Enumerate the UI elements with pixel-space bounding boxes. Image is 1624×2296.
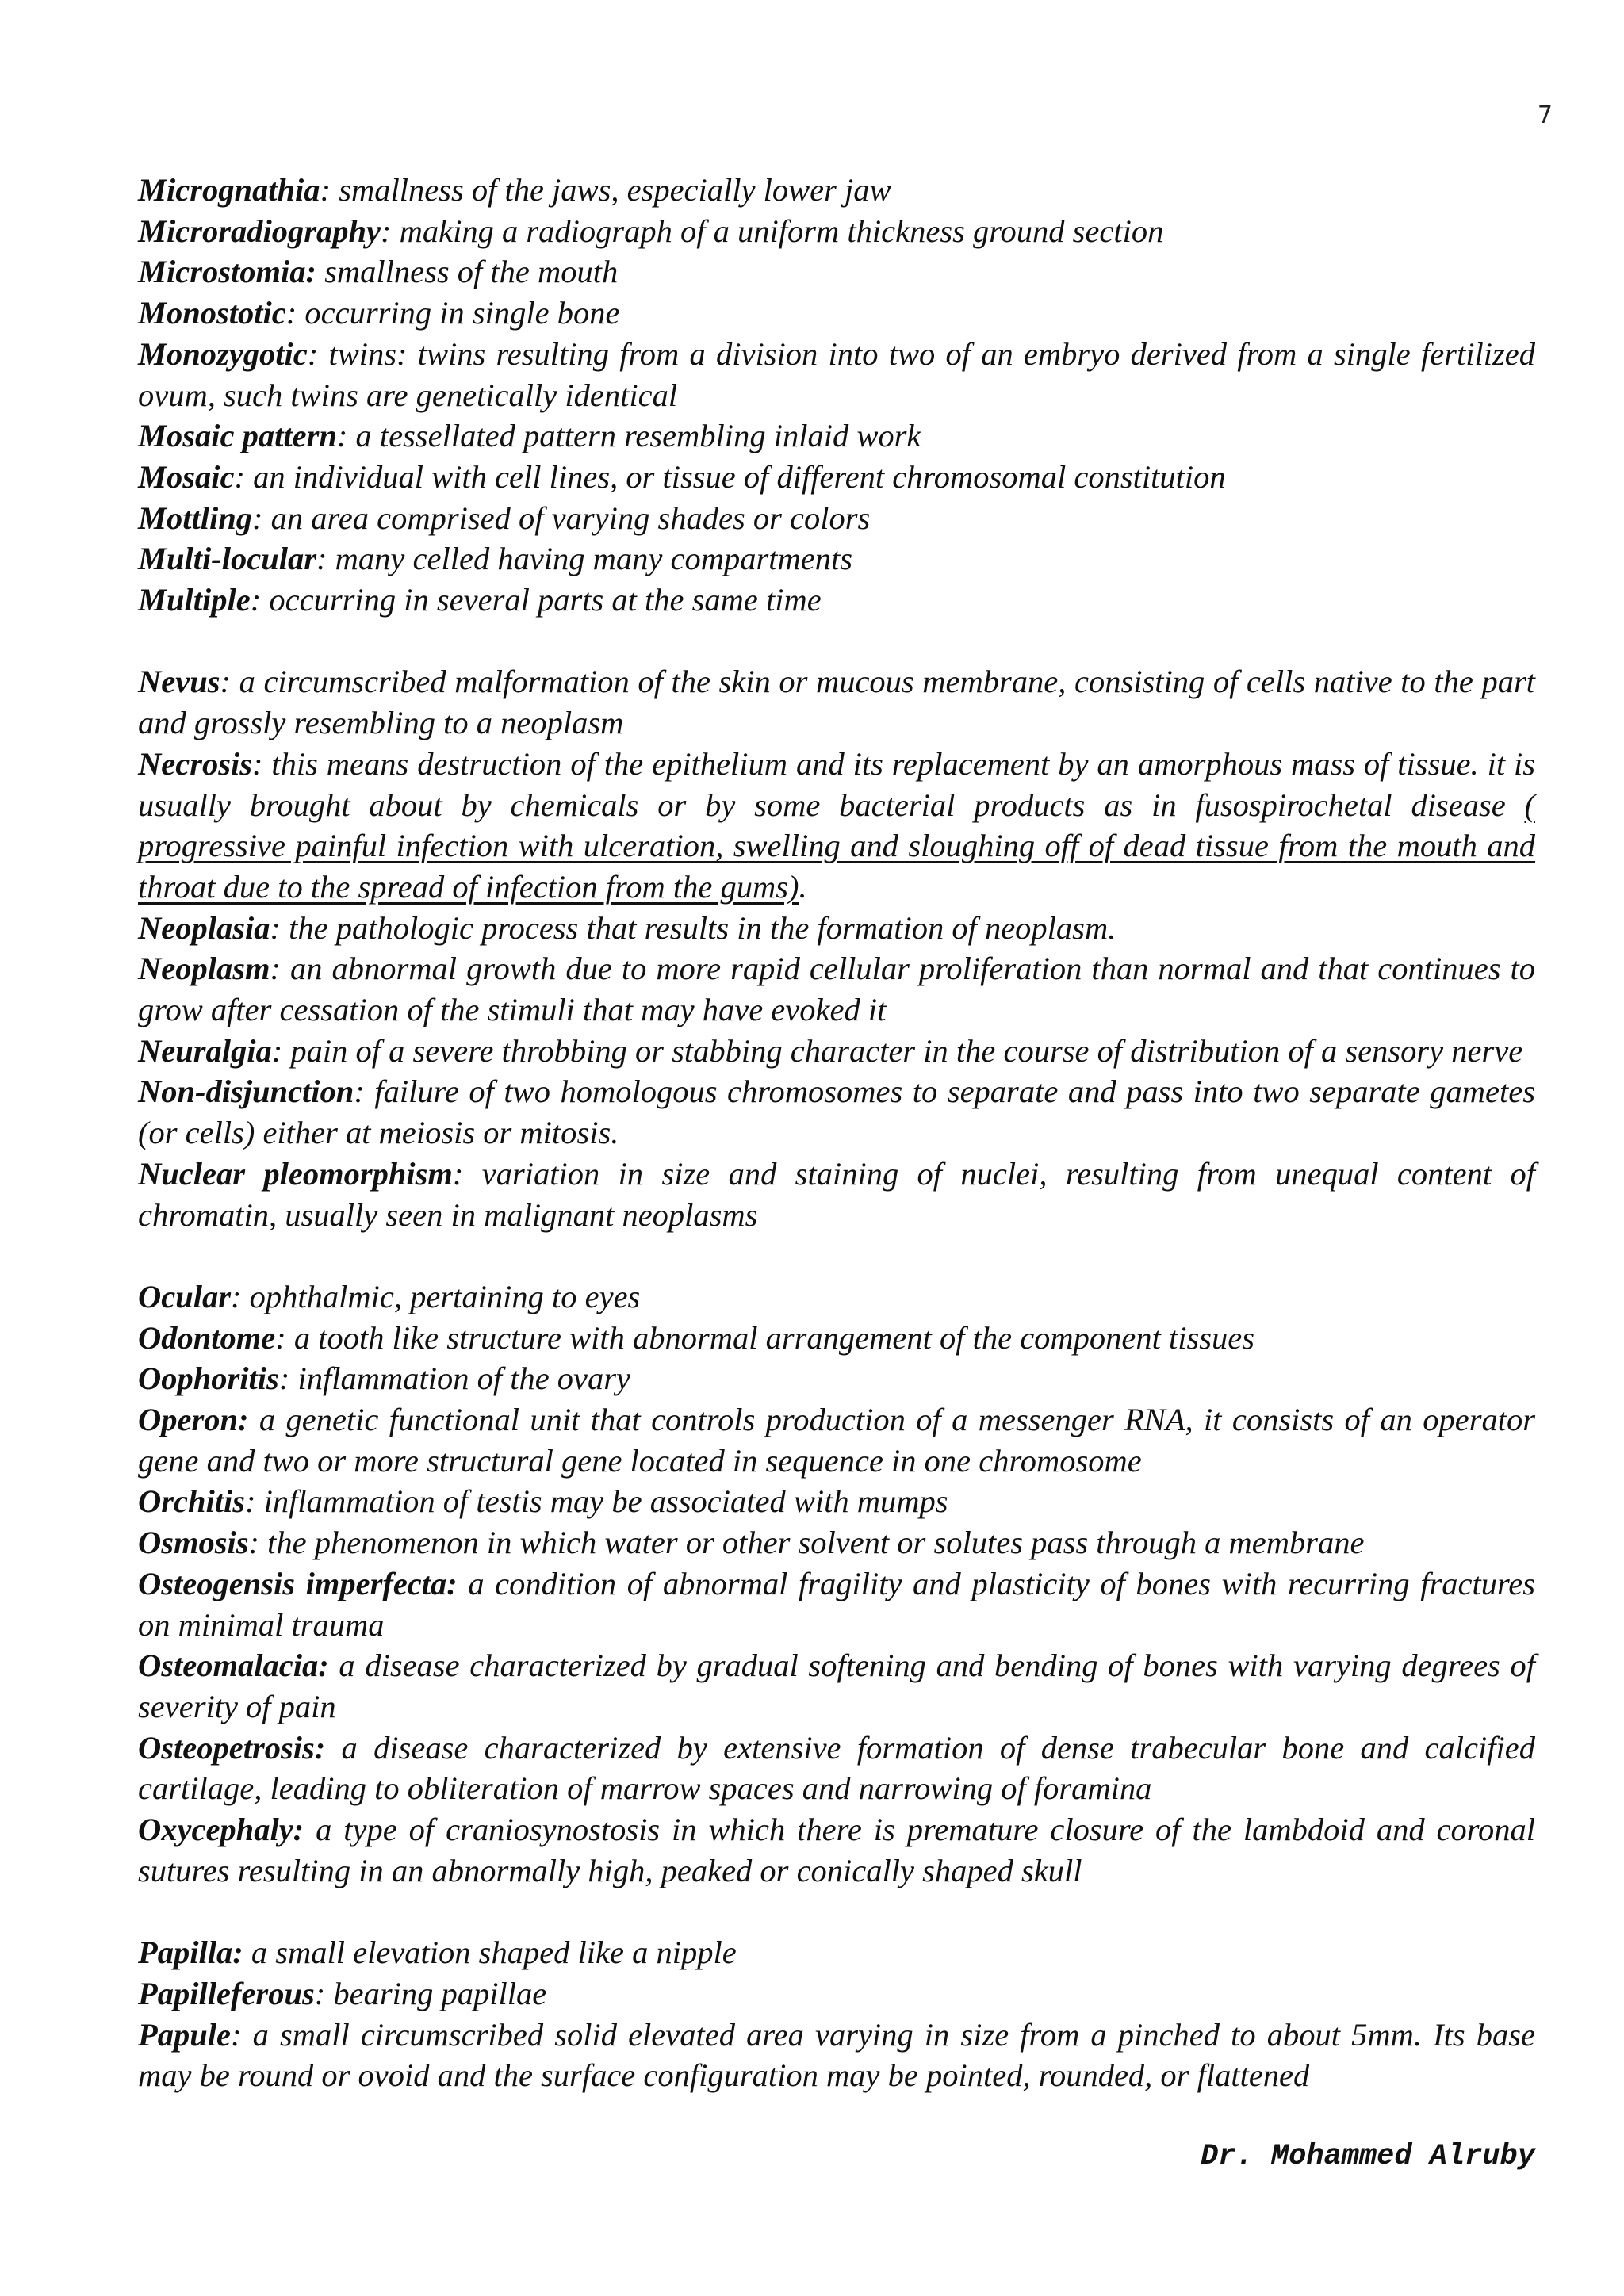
glossary-entry — [138, 2015, 1535, 2096]
glossary-definition: a genetic functional unit that controls production of a messenger RNA, it consists of an operator gene and two or more structural gene located in sequence in one chromosome — [138, 1402, 1535, 1479]
glossary-definition: inflammation of the ovary — [289, 1360, 631, 1397]
term-separator: : — [354, 1073, 365, 1110]
underlined-definition: ( progressive painful infection with ulceration, swelling and sloughing off of dead tissue from the mouth and throat due to the spread of infection from the gums) — [138, 786, 1535, 905]
glossary-definition: a small circumscribed solid elevated area varying in size from a pinched to about 5mm. Its base may be round or ovoid and the surface configuration may be pointed, rounded, or flattened — [138, 2016, 1535, 2094]
glossary-entry — [138, 498, 1535, 539]
glossary-entry — [138, 293, 1535, 334]
glossary-term: Oxycephaly: — [138, 1812, 304, 1848]
definition-tail: . — [799, 868, 807, 905]
glossary-term: Non-disjunction — [138, 1073, 354, 1110]
glossary-term: Osteomalacia: — [138, 1647, 329, 1684]
glossary-term: Monostotic — [138, 295, 286, 331]
glossary-definition: an area comprised of varying shades or colors — [262, 499, 871, 536]
glossary-term: Nevus — [138, 664, 220, 700]
glossary-entry — [138, 1481, 1535, 1522]
glossary-term: Osteopetrosis: — [138, 1729, 326, 1766]
glossary-definition: smallness of the jaws, especially lower jaw — [331, 172, 891, 208]
glossary-term: Mosaic — [138, 458, 235, 495]
glossary-definition: occurring in single bone — [297, 295, 620, 331]
glossary-entry — [138, 538, 1535, 580]
glossary-definition: the pathologic process that results in the formation of neoplasm. — [281, 909, 1116, 946]
term-separator: : — [316, 541, 327, 577]
glossary-term: Multi-locular — [138, 541, 317, 577]
glossary-definition: the phenomenon in which water or other solvent or solutes pass through a membrane — [259, 1525, 1365, 1561]
glossary-definition: an individual with cell lines, or tissue of different chromosomal constitution — [245, 458, 1226, 495]
term-separator: : — [250, 582, 262, 618]
glossary-definition: ophthalmic, pertaining to eyes — [241, 1278, 641, 1314]
term-separator: : — [314, 1975, 326, 2011]
glossary-entry — [138, 1399, 1535, 1481]
glossary-term: Multiple — [138, 582, 251, 618]
glossary-entry — [138, 1932, 1535, 1973]
glossary-definition: a condition of abnormal fragility and plasticity of bones with recurring fractures on minimal trauma — [138, 1565, 1535, 1643]
term-separator: : — [270, 909, 281, 946]
glossary-term: Mosaic pattern — [138, 418, 337, 454]
glossary-entry — [138, 1154, 1535, 1235]
glossary-term: Neoplasia — [138, 909, 270, 946]
glossary-term: Microradiography — [138, 212, 381, 249]
term-separator: : — [285, 295, 297, 331]
term-separator: : — [452, 1155, 464, 1192]
author-footer: Dr. Mohammed Alruby — [1201, 2140, 1535, 2173]
page-number: 7 — [1537, 101, 1553, 129]
glossary-entry — [138, 251, 1535, 293]
section-gap — [138, 1235, 1535, 1276]
glossary-definition: smallness of the mouth — [316, 254, 619, 290]
term-separator: : — [381, 212, 392, 249]
term-separator: : — [275, 1319, 286, 1356]
term-separator: : — [220, 664, 231, 700]
term-separator: : — [252, 745, 263, 782]
glossary-entry — [138, 415, 1535, 457]
glossary-term: Operon: — [138, 1402, 249, 1438]
glossary-entry — [138, 580, 1535, 621]
glossary-term: Papilla: — [138, 1934, 243, 1971]
glossary-definition: many celled having many compartments — [327, 541, 853, 577]
term-separator: : — [231, 2016, 242, 2053]
glossary-term: Neoplasm — [138, 951, 270, 987]
glossary-term: Neuralgia — [138, 1032, 272, 1069]
term-separator: : — [336, 418, 348, 454]
term-separator: : — [307, 335, 319, 372]
glossary-term: Osteogensis imperfecta: — [138, 1565, 458, 1601]
glossary-entry — [138, 1809, 1535, 1891]
term-separator: : — [248, 1525, 260, 1561]
glossary-content — [138, 170, 1535, 2096]
term-separator: : — [270, 951, 281, 987]
glossary-term: Necrosis — [138, 745, 252, 782]
glossary-entry — [138, 334, 1535, 415]
glossary-definition: inflammation of testis may be associated with mumps — [255, 1483, 948, 1520]
glossary-term: Papule — [138, 2016, 231, 2053]
glossary-entry — [138, 1522, 1535, 1563]
term-separator: : — [271, 1032, 283, 1069]
term-separator: : — [320, 172, 331, 208]
glossary-definition: a circumscribed malformation of the skin or mucous membrane, consisting of cells native to the part and grossly resembling to a neoplasm — [138, 664, 1535, 741]
glossary-entry — [138, 1031, 1535, 1072]
glossary-term: Mottling — [138, 499, 253, 536]
glossary-definition: a tessellated pattern resembling inlaid work — [347, 418, 921, 454]
glossary-definition: making a radiograph of a uniform thickness ground section — [391, 212, 1164, 249]
term-separator: : — [234, 458, 245, 495]
glossary-entry — [138, 1973, 1535, 2015]
glossary-term: Nuclear pleomorphism — [138, 1155, 453, 1192]
glossary-definition: an abnormal growth due to more rapid cellular proliferation than normal and that continues to grow after cessation of the stimuli that may have evoked it — [138, 951, 1535, 1028]
term-separator: : — [245, 1483, 256, 1520]
term-separator: : — [252, 499, 263, 536]
glossary-entry — [138, 661, 1535, 743]
glossary-entry — [138, 170, 1535, 211]
glossary-definition: a small elevation shaped like a nipple — [243, 1934, 737, 1971]
glossary-entry — [138, 1071, 1535, 1153]
glossary-definition: a tooth like structure with abnormal arrangement of the component tissues — [285, 1319, 1255, 1356]
glossary-term: Micrognathia — [138, 172, 320, 208]
section-gap — [138, 1892, 1535, 1933]
glossary-term: Osmosis — [138, 1525, 249, 1561]
glossary-definition: occurring in several parts at the same time — [261, 582, 822, 618]
glossary-entry — [138, 457, 1535, 498]
glossary-entry — [138, 211, 1535, 252]
glossary-term: Ocular — [138, 1278, 232, 1314]
section-gap — [138, 621, 1535, 662]
glossary-definition: twins: twins resulting from a division into two of an embryo derived from a single fertilized ovum, such twins are genetically identical — [138, 335, 1535, 413]
glossary-entry — [138, 1276, 1535, 1318]
glossary-term: Orchitis — [138, 1483, 246, 1520]
glossary-definition: bearing papillae — [325, 1975, 547, 2011]
glossary-term: Oophoritis — [138, 1360, 279, 1397]
glossary-entry — [138, 908, 1535, 949]
glossary-definition: a disease characterized by extensive formation of dense trabecular bone and calcified cartilage, leading to obliteration of marrow spaces and narrowing of foramina — [138, 1729, 1535, 1807]
glossary-entry — [138, 948, 1535, 1030]
glossary-entry — [138, 1318, 1535, 1359]
glossary-entry — [138, 1645, 1535, 1727]
glossary-definition: a type of craniosynostosis in which there is premature closure of the lambdoid and coronal sutures resulting in an abnormally high, peaked or conically shaped skull — [138, 1812, 1535, 1888]
glossary-term: Odontome — [138, 1319, 276, 1356]
glossary-definition: variation in size and staining of nuclei, resulting from unequal content of chromatin, usually seen in malignant neoplasms — [138, 1155, 1535, 1233]
glossary-definition: failure of two homologous chromosomes to separate and pass into two separate gametes (or cells) either at meiosis or mitosis. — [138, 1073, 1535, 1151]
glossary-definition: a disease characterized by gradual softening and bending of bones with varying degrees of severity of pain — [138, 1647, 1535, 1724]
glossary-definition: pain of a severe throbbing or stabbing character in the course of distribution of a sensory nerve — [282, 1032, 1523, 1069]
term-separator: : — [278, 1360, 290, 1397]
glossary-term: Microstomia: — [138, 254, 317, 290]
glossary-entry — [138, 744, 1535, 908]
glossary-entry — [138, 1563, 1535, 1645]
term-separator: : — [231, 1278, 242, 1314]
glossary-term: Papilleferous — [138, 1975, 315, 2011]
glossary-term: Monozygotic — [138, 335, 308, 372]
glossary-entry — [138, 1358, 1535, 1399]
glossary-definition: this means destruction of the epithelium and its replacement by an amorphous mass of tissue. it is usually brought about by chemicals or by some bacterial products as in fusospirochetal disease — [138, 745, 1535, 823]
glossary-entry — [138, 1728, 1535, 1809]
